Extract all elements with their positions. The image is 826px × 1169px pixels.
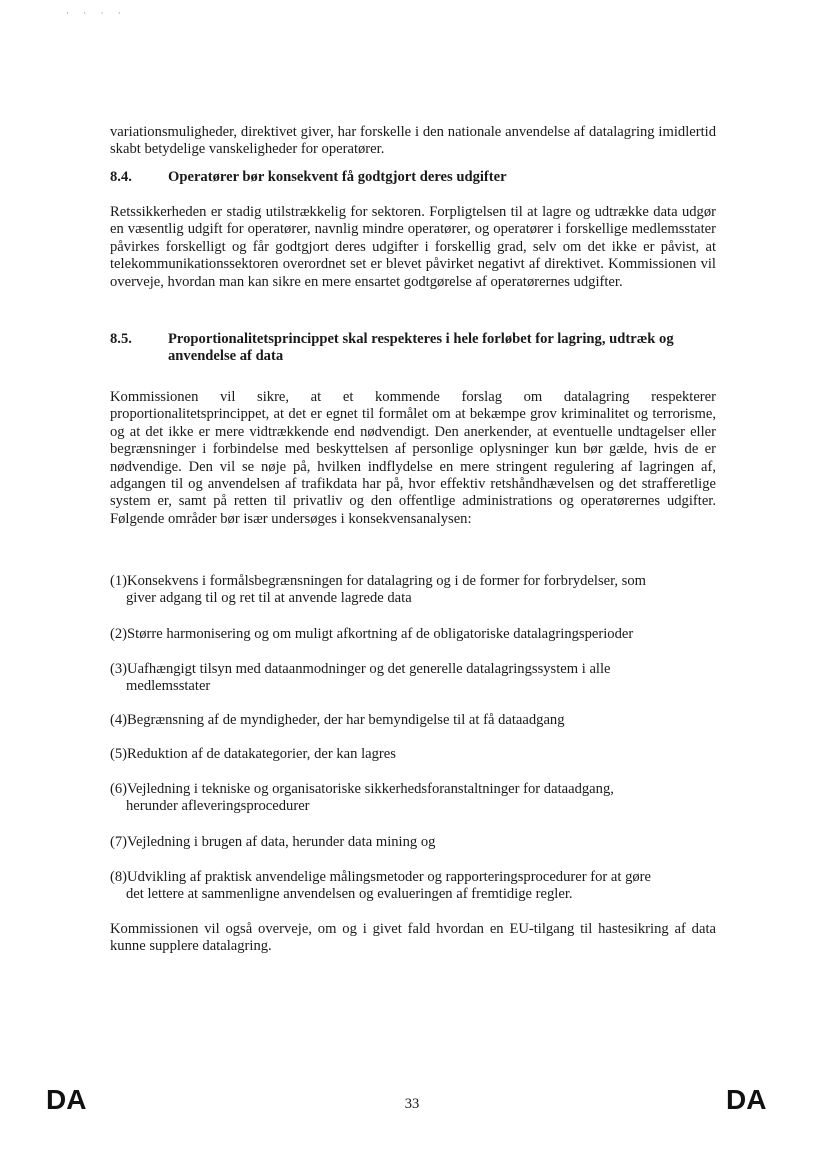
item-label: (7) — [110, 834, 128, 850]
section-8-5-body: Kommissionen vil sikre, at et kommende forslag om datalagring respekterer proportionalitetsprincippet, at det er egnet til formålet om at bekæmpe grov kriminalitet og terrorisme, og at det ikke er mere vidtrækkende end nødvendigt. Den anerkender, at eventuelle undtagelser eller begrænsninger i forbindelse med beskyttelsen af personlige oplysninger kun bør gælde, hvis de er nødvendige. Den vil se nøje på, hvilken indflydelse en mere stringent regulering af lagringen af, adgangen til og anvendelsen af trafikdata har på, hvor effektiv retshåndhævelsen og det strafferetlige system er, samt på retten til privatliv og den offentlige administrations og operatørernes udgifter. Følgende områder bør især undersøges i konsekvensanalysen: — [110, 389, 716, 527]
item-label: (8) — [110, 869, 128, 885]
section-number: 8.5. — [110, 331, 132, 347]
page-number: 33 — [404, 1096, 420, 1112]
list-item — [110, 746, 716, 763]
item-text: Begrænsning af de myndigheder, der har bemyndigelse til at få dataadgang — [127, 712, 565, 728]
item-text-continued: giver adgang til og ret til at anvende lagrede data — [126, 590, 412, 607]
continuation-paragraph: variationsmuligheder, direktivet giver, har forskelle i den nationale anvendelse af datalagring imidlertid skabt betydelige vanskeligheder for operatører. — [110, 124, 716, 158]
closing-paragraph: Kommissionen vil også overveje, om og i givet fald hvordan en EU-tilgang til hastesikring af data kunne supplere datalagring. — [110, 921, 716, 955]
item-label: (1) — [110, 573, 128, 589]
item-label: (4) — [110, 712, 128, 728]
section-title: Proportionalitetsprincippet skal respekteres i hele forløbet for lagring, udtræk og anvendelse af data — [168, 331, 674, 365]
section-8-4-body: Retssikkerheden er stadig utilstrækkelig for sektoren. Forpligtelsen til at lagre og udtrække data udgør en væsentlig udgift for operatører, navnlig mindre operatører, og operatører i forskellige medlemsstater påvirkes forskelligt og får godtgjort deres udgifter i forskellig grad, selv om det ikke er påvist, at telekommunikationssektoren overordnet set er blevet påvirket negativt af direktivet. Kommissionen vil overveje, hvordan man kan sikre en mere ensartet godtgørelse af operatørernes udgifter. — [110, 204, 716, 290]
list-item — [110, 712, 716, 729]
scan-specks: · · · · — [66, 8, 127, 18]
section-8-5-heading — [110, 331, 716, 366]
list-item — [110, 661, 716, 696]
section-8-4-heading — [110, 169, 716, 186]
item-text: Vejledning i tekniske og organisatoriske sikkerhedsforanstaltninger for dataadgang, — [127, 781, 614, 797]
list-item — [110, 834, 716, 851]
item-text: Udvikling af praktisk anvendelige målingsmetoder og rapporteringsprocedurer for at gøre — [127, 869, 652, 885]
item-text: Reduktion af de datakategorier, der kan lagres — [127, 746, 396, 762]
item-text-continued: medlemsstater — [126, 678, 211, 695]
item-text: Konsekvens i formålsbegrænsningen for datalagring og i de former for forbrydelser, som — [127, 573, 647, 589]
item-label: (6) — [110, 781, 128, 797]
list-item — [110, 573, 716, 608]
section-title: Operatører bør konsekvent få godtgjort deres udgifter — [168, 169, 507, 185]
language-code-left: DA — [46, 1084, 87, 1115]
item-label: (5) — [110, 746, 128, 762]
item-text: Uafhængigt tilsyn med dataanmodninger og det generelle datalagringssystem i alle — [127, 661, 611, 677]
item-text: Vejledning i brugen af data, herunder data mining og — [127, 834, 436, 850]
section-number: 8.4. — [110, 169, 132, 185]
item-text-continued: det lettere at sammenligne anvendelsen og evalueringen af fremtidige regler. — [126, 886, 573, 903]
list-item — [110, 626, 716, 643]
language-code-right: DA — [726, 1084, 767, 1115]
item-label: (2) — [110, 626, 128, 642]
item-text-continued: herunder afleveringsprocedurer — [126, 798, 310, 815]
item-text: Større harmonisering og om muligt afkortning af de obligatoriske datalagringsperioder — [127, 626, 634, 642]
list-item — [110, 781, 716, 816]
list-item — [110, 869, 716, 904]
item-label: (3) — [110, 661, 128, 677]
